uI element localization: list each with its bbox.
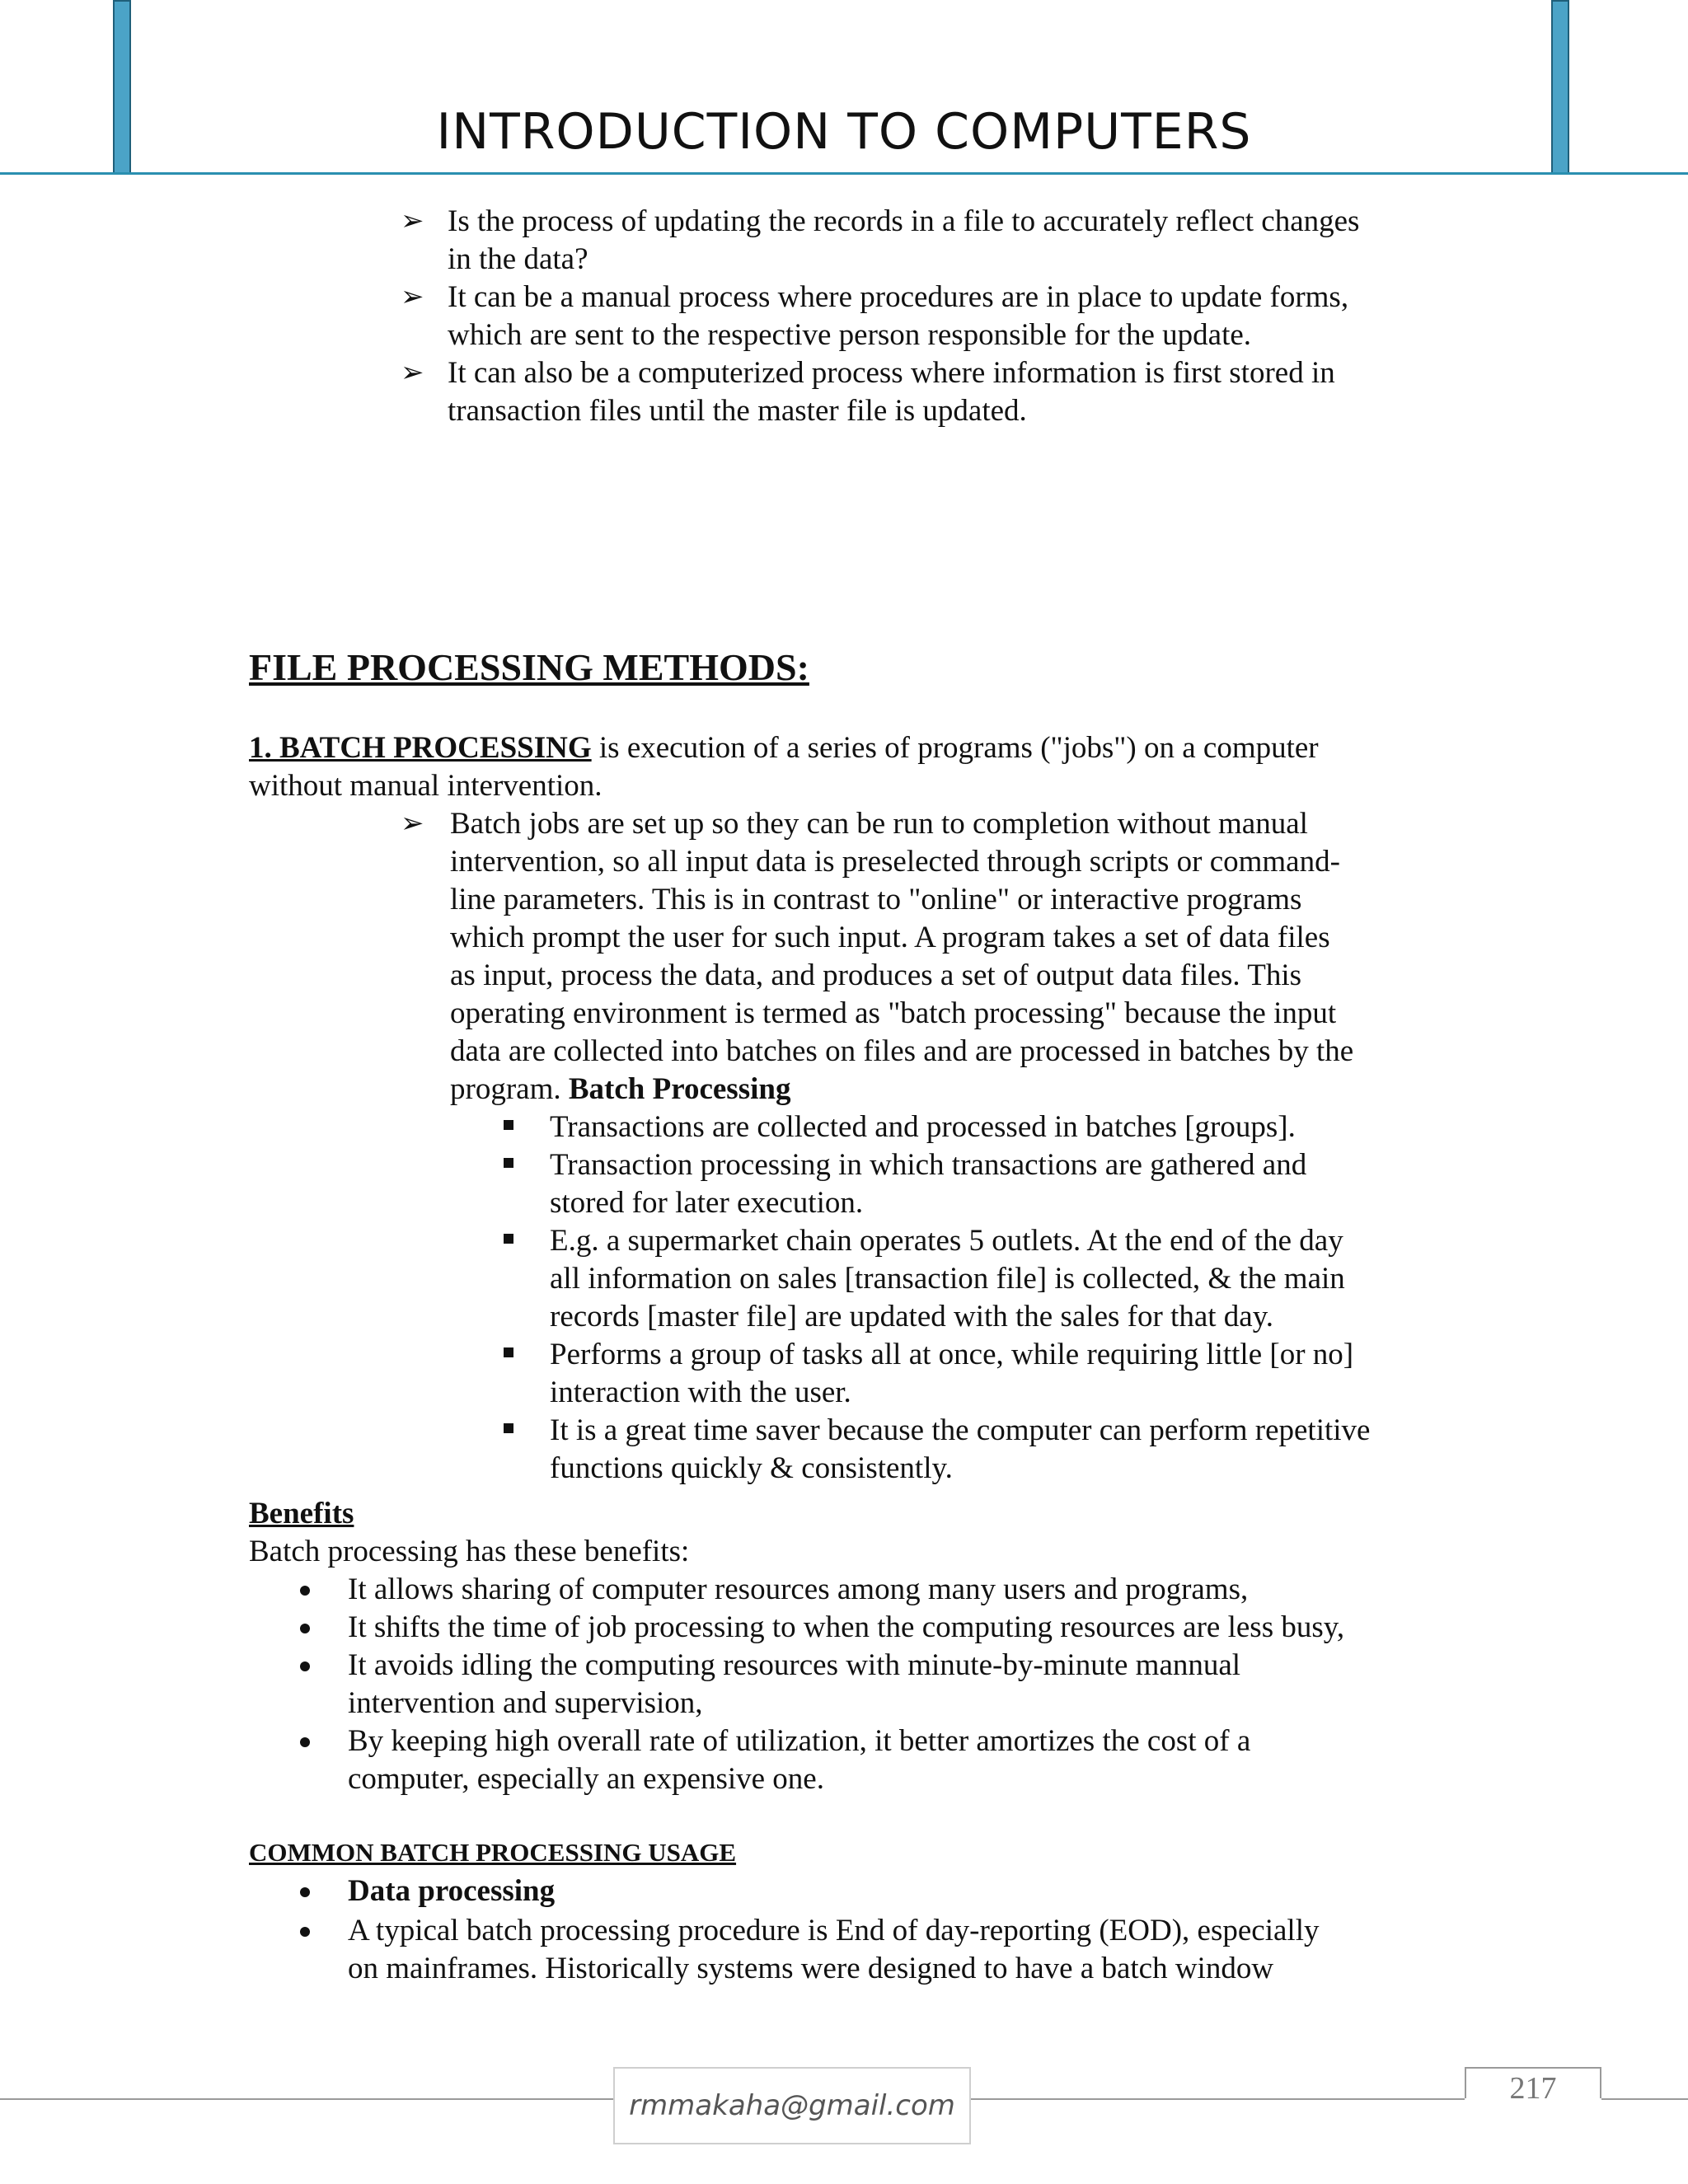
batch-heading: 1. BATCH PROCESSING — [249, 731, 592, 765]
batch-sub-line: interaction with the user. — [550, 1376, 851, 1409]
header-rule — [0, 172, 1688, 175]
batch-para-line: line parameters. This is in contrast to "online" or interactive programs — [450, 883, 1302, 916]
square-bullet-icon — [504, 1347, 513, 1357]
dot-bullet-icon — [300, 1661, 310, 1671]
dot-bullet-icon — [300, 1927, 310, 1937]
batch-para-line: Batch jobs are set up so they can be run to completion without manual — [450, 807, 1308, 841]
arrow-bullet-icon: ➢ — [401, 356, 424, 389]
batch-sub-line: Transactions are collected and processed in batches [groups]. — [550, 1110, 1296, 1144]
benefit-line: It shifts the time of job processing to when the computing resources are less busy, — [348, 1610, 1345, 1644]
dot-bullet-icon — [300, 1624, 310, 1633]
batch-intro-text: is execution of a series of programs ("jobs") on a computer — [591, 731, 1319, 765]
usage-line: A typical batch processing procedure is End of day-reporting (EOD), especially — [348, 1914, 1320, 1947]
footer-rule-left — [0, 2098, 613, 2100]
page-number: 217 — [1509, 2071, 1557, 2106]
arrow-bullet-icon: ➢ — [401, 204, 424, 237]
footer-rule-middle — [971, 2098, 1465, 2100]
batch-intro-line2: without manual intervention. — [249, 769, 603, 803]
batch-subheading: Batch Processing — [568, 1072, 791, 1106]
dot-bullet-icon — [300, 1586, 310, 1596]
intro-line: in the data? — [448, 242, 588, 276]
square-bullet-icon — [504, 1120, 513, 1130]
square-bullet-icon — [504, 1423, 513, 1433]
batch-sub-line: stored for later execution. — [550, 1186, 864, 1220]
usage-line: on mainframes. Historically systems were designed to have a batch window — [348, 1952, 1274, 1985]
benefit-line: By keeping high overall rate of utilization, it better amortizes the cost of a — [348, 1724, 1251, 1758]
batch-sub-line: It is a great time saver because the computer can perform repetitive — [550, 1413, 1371, 1447]
arrow-bullet-icon: ➢ — [401, 280, 424, 313]
benefits-intro: Batch processing has these benefits: — [249, 1535, 690, 1568]
batch-para-line: as input, process the data, and produces a set of output data files. This — [450, 958, 1302, 992]
square-bullet-icon — [504, 1158, 513, 1168]
benefit-line: computer, especially an expensive one. — [348, 1762, 824, 1796]
benefit-line: It avoids idling the computing resources with minute-by-minute mannual — [348, 1648, 1241, 1682]
batch-sub-line: records [master file] are updated with the sales for that day. — [550, 1300, 1274, 1333]
batch-sub-line: Transaction processing in which transactions are gathered and — [550, 1148, 1307, 1182]
dot-bullet-icon — [300, 1887, 310, 1897]
batch-para-last — [450, 1071, 790, 1108]
batch-sub-line: all information on sales [transaction file] is collected, & the main — [550, 1262, 1345, 1296]
batch-para-line: operating environment is termed as "batch processing" because the input — [450, 996, 1337, 1030]
batch-sub-line: Performs a group of tasks all at once, while requiring little [or no] — [550, 1338, 1354, 1371]
square-bullet-icon — [504, 1234, 513, 1244]
batch-para-text: program. — [450, 1072, 569, 1106]
intro-line: which are sent to the respective person responsible for the update. — [448, 318, 1252, 352]
batch-sub-line: E.g. a supermarket chain operates 5 outlets. At the end of the day — [550, 1224, 1343, 1258]
usage-item: Data processing — [348, 1874, 556, 1908]
batch-para-line: which prompt the user for such input. A program takes a set of data files — [450, 921, 1330, 954]
intro-line: Is the process of updating the records in a file to accurately reflect changes — [448, 204, 1360, 238]
intro-line: transaction files until the master file is updated. — [448, 394, 1027, 428]
intro-line: It can also be a computerized process where information is first stored in — [448, 356, 1335, 390]
batch-para-line: data are collected into batches on files and are processed in batches by the — [450, 1034, 1354, 1068]
batch-para-line: intervention, so all input data is preselected through scripts or command- — [450, 845, 1340, 879]
usage-heading: COMMON BATCH PROCESSING USAGE — [249, 1838, 737, 1867]
intro-line: It can be a manual process where procedures are in place to update forms, — [448, 280, 1349, 314]
footer-email: rmmakaha@gmail.com — [613, 2067, 971, 2144]
benefit-line: It allows sharing of computer resources among many users and programs, — [348, 1572, 1249, 1606]
footer-rule-right — [1601, 2098, 1688, 2100]
batch-intro — [249, 729, 1319, 767]
dot-bullet-icon — [300, 1737, 310, 1747]
benefits-heading: Benefits — [249, 1497, 354, 1530]
batch-sub-line: functions quickly & consistently. — [550, 1451, 953, 1485]
arrow-bullet-icon: ➢ — [401, 807, 424, 840]
section-heading: FILE PROCESSING METHODS: — [249, 646, 809, 688]
page-title: INTRODUCTION TO COMPUTERS — [436, 103, 1252, 161]
benefit-line: intervention and supervision, — [348, 1686, 703, 1720]
